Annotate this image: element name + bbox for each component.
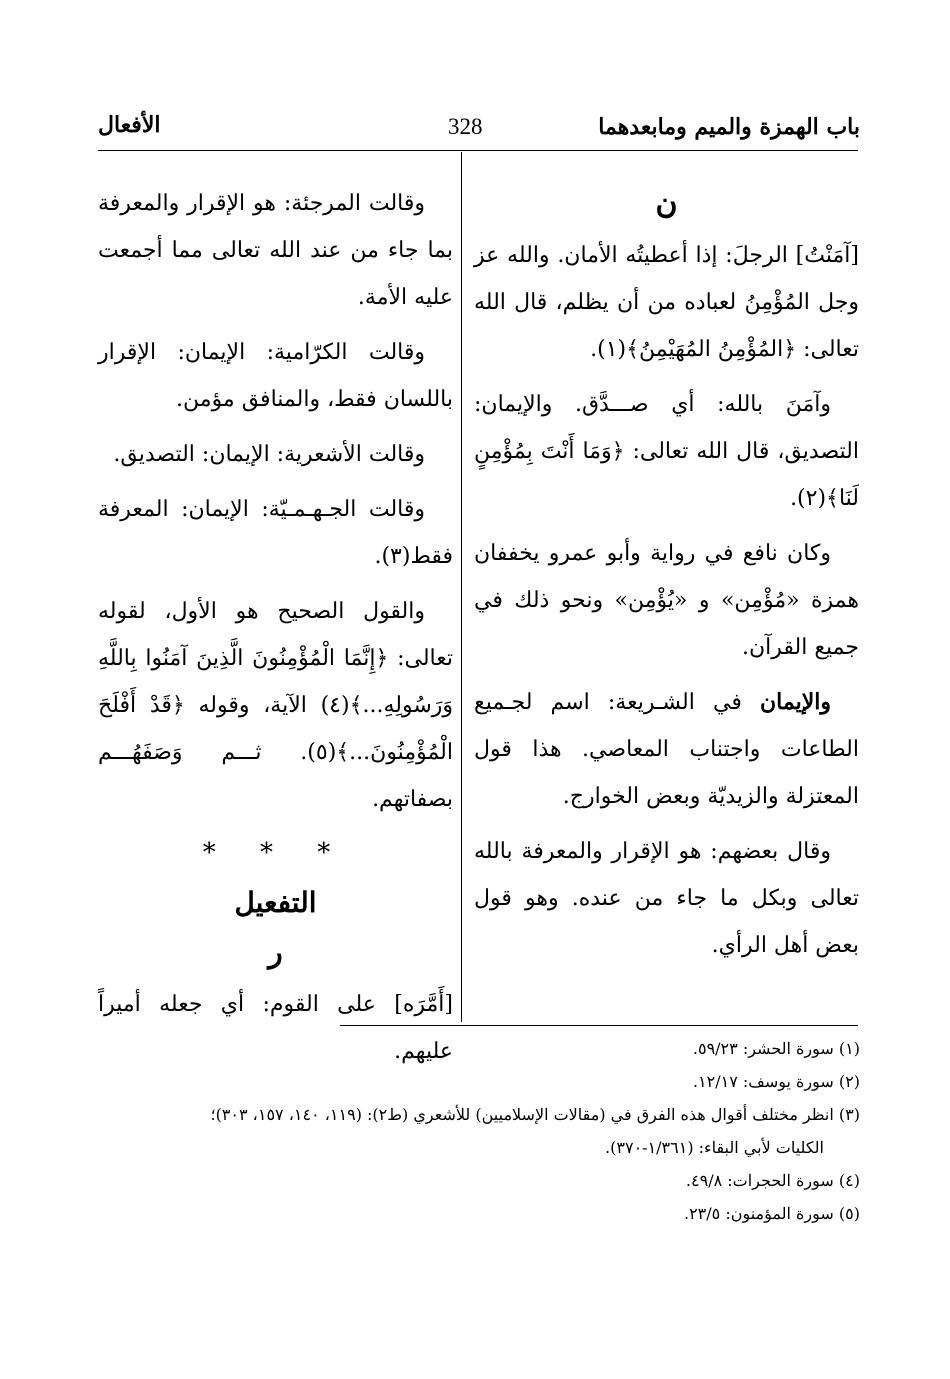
footnote-5: (٥) سورة المؤمنون: ٢٣/٥. xyxy=(683,1204,860,1223)
footnote-2: (٢) سورة يوسف: ١٢/١٧. xyxy=(692,1072,860,1091)
paragraph-baduhum: وقال بعضهم: هو الإقرار والمعرفة بالله تعالى وبكل ما جاء من عنده. وهو قول بعض أهل الرأي. xyxy=(474,839,859,958)
footnote-4: (٤) سورة الحجرات: ٤٩/٨. xyxy=(685,1171,860,1190)
footnote-3-continuation: الكليات لأبي البقاء: (١/٣٦١-٣٧٠). xyxy=(605,1138,824,1157)
footnote-rule xyxy=(340,1025,858,1026)
running-header xyxy=(90,108,860,148)
letter-heading-ra: ر xyxy=(268,935,283,970)
chapter-title: باب الهمزة والميم ومابعدهما xyxy=(598,114,860,140)
paragraph-amana-billah: وآمَنَ بالله: أي صـــدَّق. والإيمان: التصديق، قال الله تعالى: ﴿وَمَا أَنْتَ بِمُؤْمِنٍ لَنَا﴾(٢). xyxy=(474,392,859,511)
paragraph-karramiya: وقالت الكرّامية: الإيمان: الإقرار باللسان فقط، والمنافق مؤمن. xyxy=(98,340,453,412)
term-iman: والإيمان xyxy=(760,689,831,715)
paragraph-ashariya: وقالت الأشعرية: الإيمان: التصديق. xyxy=(113,442,425,467)
footnote-1: (١) سورة الحشر: ٥٩/٢٣. xyxy=(692,1039,860,1058)
letter-heading-nun: ن xyxy=(655,186,678,221)
section-heading-tafil: التفعيل xyxy=(234,886,317,919)
column-divider xyxy=(461,152,462,1022)
right-column xyxy=(474,180,859,977)
footnotes xyxy=(100,1032,860,1230)
header-rule xyxy=(98,150,858,151)
paragraph-iman-sharia-text: في الشـريعة: اسم لجـميع الطاعات واجتناب المعاصي. هذا قول المعتزلة والزيديّة وبعض الخوارج. xyxy=(474,690,859,809)
page-number: 328 xyxy=(448,114,483,139)
section-title-header: الأفعال xyxy=(98,112,161,138)
section-separator-stars: * * * xyxy=(202,838,349,868)
paragraph-iman-sharia xyxy=(474,679,859,820)
paragraph-correct-view: والقول الصحيح هو الأول، لقوله تعالى: ﴿إِنَّمَا الْمُؤْمِنُونَ الَّذِينَ آمَنُوا بِاللَّهِ وَرَسُولِهِ...﴾(٤) الآية، وقوله ﴿قَدْ أَفْلَحَ الْمُؤْمِنُونَ...﴾(٥). ثـــم وَصَفَهُـــم بصفاتهم. xyxy=(98,599,453,812)
footnote-3: (٣) انظر مختلف أقوال هذه الفرق في (مقالات الإسلاميين) للأشعري (ط٢): (١١٩، ١٤٠، ١٥٧، ٣٠٣)؛ xyxy=(210,1105,860,1124)
paragraph-amantu: [آمَنْتُ] الرجلَ: إذا أعطيتُه الأمان. والله عز وجل المُؤْمِنُ لعباده من أن يظلم، قال الله تعالى: ﴿المُؤْمِنُ المُهَيْمِنُ﴾(١). xyxy=(474,243,859,362)
paragraph-ammarahu: [أَمَّرَه] على القوم: أي جعله أميراً عليهم. xyxy=(98,992,453,1064)
paragraph-nafi: وكان نافع في رواية وأبو عمرو يخففان همزة «مُؤْمِن» و «يُؤْمِن» ونحو ذلك في جميع القرآن. xyxy=(474,541,859,660)
paragraph-murjia: وقالت المرجئة: هو الإقرار والمعرفة بما جاء من عند الله تعالى مما أجمعت عليه الأمة. xyxy=(98,191,453,310)
left-column xyxy=(98,180,453,1083)
paragraph-jahmiya: وقالت الجـهـمـيّة: الإيمان: المعرفة فقط(٣). xyxy=(98,497,453,569)
